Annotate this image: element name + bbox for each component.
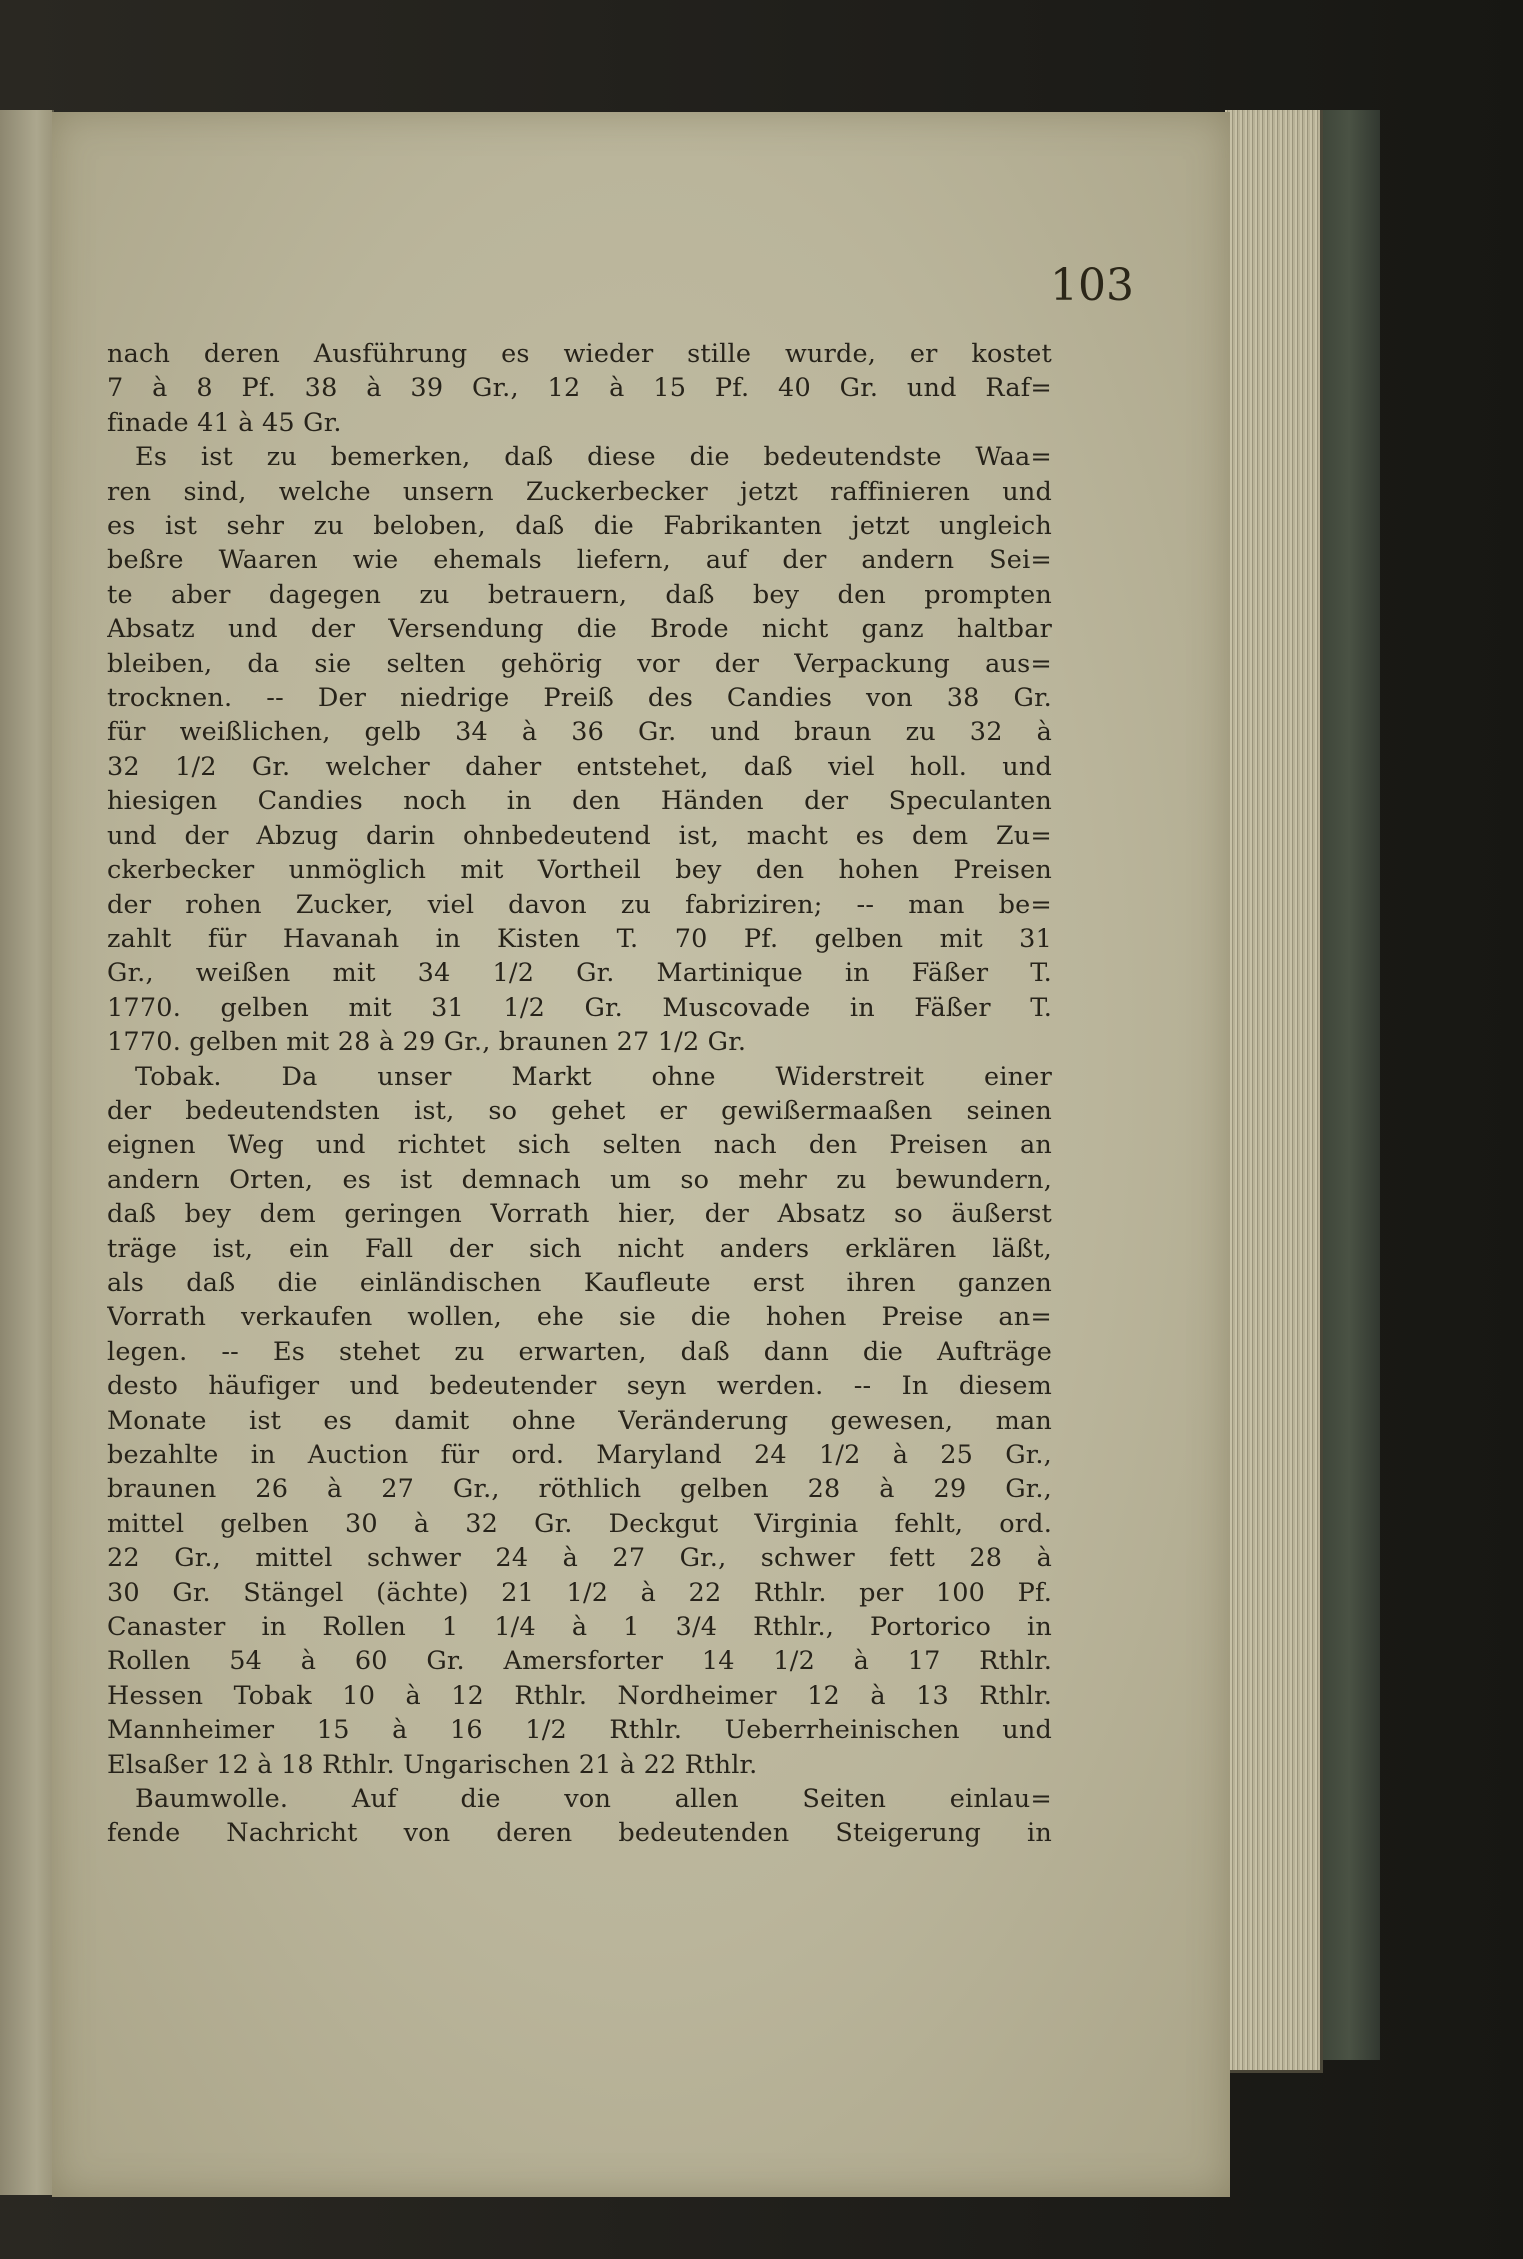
text-line: Rollen 54 à 60 Gr. Amersforter 14 1/2 à 17 Rthlr. [107,1646,1052,1677]
text-line: der bedeutendsten ist, so gehet er gewißermaaßen seinen [107,1095,1052,1126]
body-text [107,337,1052,1851]
book-page [52,112,1230,2197]
text-line: Baumwolle. Auf die von allen Seiten einlau= [135,1784,1052,1815]
text-line: Gr., weißen mit 34 1/2 Gr. Martinique in Fäßer T. [107,958,1052,989]
text-line: bleiben, da sie selten gehörig vor der Verpackung aus= [107,648,1052,679]
text-line: 22 Gr., mittel schwer 24 à 27 Gr., schwer fett 28 à [107,1543,1052,1574]
text-line: Monate ist es damit ohne Veränderung gewesen, man [107,1405,1052,1436]
text-line: 7 à 8 Pf. 38 à 39 Gr., 12 à 15 Pf. 40 Gr. und Raf= [107,373,1052,404]
text-line: eignen Weg und richtet sich selten nach den Preisen an [107,1130,1052,1161]
text-line: und der Abzug darin ohnbedeutend ist, macht es dem Zu= [107,820,1052,851]
book-cover [1318,110,1380,2060]
text-line: 1770. gelben mit 28 à 29 Gr., braunen 27 1/2 Gr. [107,1027,747,1058]
text-line: es ist sehr zu beloben, daß die Fabrikanten jetzt ungleich [107,511,1052,542]
text-line: der rohen Zucker, viel davon zu fabriziren; -- man be= [107,889,1052,920]
text-line: legen. -- Es stehet zu erwarten, daß dann die Aufträge [107,1336,1052,1367]
text-line: träge ist, ein Fall der sich nicht anders erklären läßt, [107,1233,1052,1264]
text-line: beßre Waaren wie ehemals liefern, auf der andern Sei= [107,545,1052,576]
text-line: nach deren Ausführung es wieder stille wurde, er kostet [107,339,1052,369]
text-line: trocknen. -- Der niedrige Preiß des Candies von 38 Gr. [107,683,1052,714]
page-edges [1225,110,1323,2073]
text-line: daß bey dem geringen Vorrath hier, der Absatz so äußerst [107,1199,1052,1230]
text-line: andern Orten, es ist demnach um so mehr zu bewundern, [107,1164,1052,1195]
text-line: 1770. gelben mit 31 1/2 Gr. Muscovade in Fäßer T. [107,992,1052,1023]
text-line: ckerbecker unmöglich mit Vortheil bey den hohen Preisen [107,855,1052,886]
text-line: als daß die einländischen Kaufleute erst ihren ganzen [107,1267,1052,1298]
text-line: Es ist zu bemerken, daß diese die bedeutendste Waa= [135,442,1052,473]
text-line: 32 1/2 Gr. welcher daher entstehet, daß viel holl. und [107,751,1052,782]
text-line: mittel gelben 30 à 32 Gr. Deckgut Virginia fehlt, ord. [107,1508,1052,1539]
text-line: fende Nachricht von deren bedeutenden Steigerung in [107,1818,1052,1849]
page-number: 103 [1050,260,1134,311]
text-line: 30 Gr. Stängel (ächte) 21 1/2 à 22 Rthlr. per 100 Pf. [107,1577,1052,1608]
text-line: Elsaßer 12 à 18 Rthlr. Ungarischen 21 à 22 Rthlr. [107,1749,758,1780]
text-line: hiesigen Candies noch in den Händen der Speculanten [107,786,1052,817]
text-line: bezahlte in Auction für ord. Maryland 24 1/2 à 25 Gr., [107,1440,1052,1470]
text-line: braunen 26 à 27 Gr., röthlich gelben 28 à 29 Gr., [107,1474,1052,1505]
text-line: Tobak. Da unser Markt ohne Widerstreit einer [135,1061,1052,1092]
previous-page-edge [0,110,54,2195]
text-line: te aber dagegen zu betrauern, daß bey den prompten [107,579,1052,610]
text-line: Mannheimer 15 à 16 1/2 Rthlr. Ueberrheinischen und [107,1715,1052,1746]
text-line: zahlt für Havanah in Kisten T. 70 Pf. gelben mit 31 [107,923,1052,954]
text-line: Canaster in Rollen 1 1/4 à 1 3/4 Rthlr., Portorico in [107,1612,1052,1643]
text-line: desto häufiger und bedeutender seyn werden. -- In diesem [107,1371,1052,1402]
text-line: Absatz und der Versendung die Brode nicht ganz haltbar [107,614,1052,645]
text-line: für weißlichen, gelb 34 à 36 Gr. und braun zu 32 à [107,717,1052,748]
text-line: ren sind, welche unsern Zuckerbecker jetzt raffinieren und [107,476,1052,507]
text-line: Vorrath verkaufen wollen, ehe sie die hohen Preise an= [107,1302,1052,1333]
text-line: finade 41 à 45 Gr. [107,407,342,438]
text-line: Hessen Tobak 10 à 12 Rthlr. Nordheimer 12 à 13 Rthlr. [107,1680,1052,1711]
